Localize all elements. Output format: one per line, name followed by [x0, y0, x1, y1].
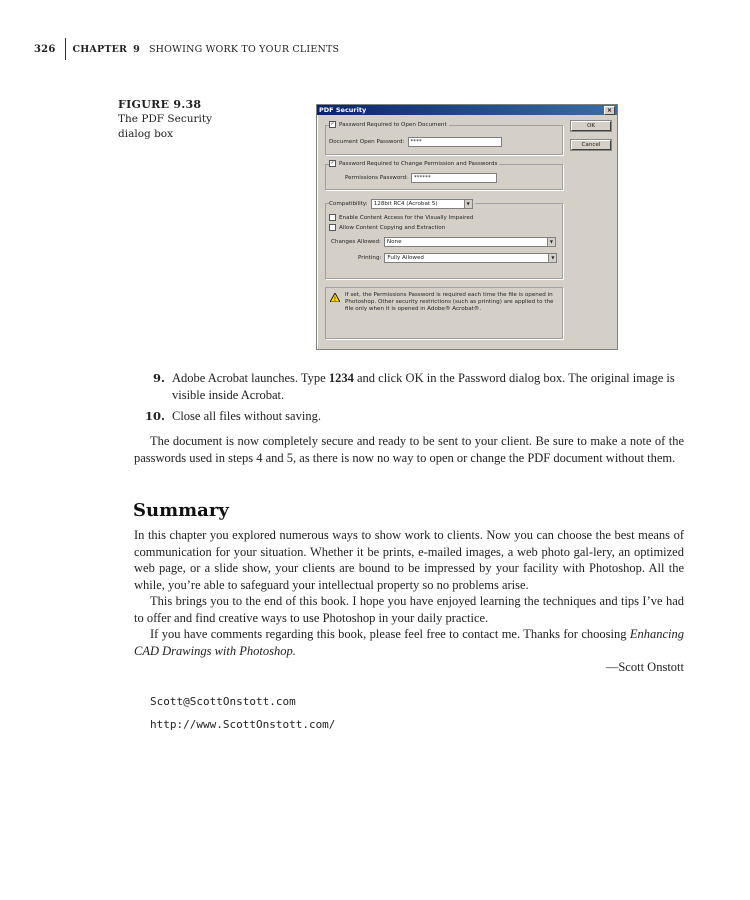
running-header [34, 38, 339, 60]
contact-info [150, 692, 335, 738]
open-password-input[interactable]: **** [408, 137, 502, 147]
compatibility-row [329, 199, 475, 209]
permissions-field-row [345, 173, 497, 183]
step-text: Adobe Acrobat launches. Type [172, 371, 329, 385]
enable-access-label: Enable Content Access for the Visually Impaired [339, 214, 474, 221]
close-button[interactable]: × [604, 106, 615, 115]
chevron-down-icon: ▼ [548, 254, 556, 262]
chevron-down-icon: ▼ [464, 200, 472, 208]
changes-select[interactable] [384, 237, 556, 247]
signature: —Scott Onstott [605, 660, 684, 674]
compatibility-label: Compatibility: [329, 201, 368, 207]
step-number: 10. [144, 409, 165, 423]
dialog-title: PDF Security [319, 106, 367, 114]
permissions-row [329, 160, 499, 167]
list-item [134, 408, 684, 425]
dialog-titlebar [317, 105, 617, 115]
printing-label: Printing: [358, 255, 382, 261]
chevron-down-icon: ▼ [547, 238, 555, 246]
email-address: Scott@ScottOnstott.com [150, 695, 296, 708]
paragraph-text: If you have comments regarding this book, please feel free to contact me. Thanks for choosing [150, 627, 627, 641]
pdf-security-dialog [316, 104, 618, 350]
permissions-label: Permissions Password: [345, 175, 408, 181]
step-bold-text: 1234 [328, 371, 354, 385]
svg-text:!: ! [333, 296, 337, 302]
allow-copying-row [329, 224, 445, 231]
summary-body [134, 527, 684, 676]
figure-caption-text: The PDF Security dialog box [118, 113, 213, 140]
open-password-row [329, 121, 449, 128]
printing-value: Fully Allowed [387, 255, 424, 261]
enable-access-row [329, 214, 473, 221]
permissions-input[interactable]: ****** [411, 173, 497, 183]
paragraph [134, 626, 684, 659]
allow-copying-checkbox[interactable] [329, 224, 336, 231]
chapter-number: 9 [133, 43, 140, 55]
changes-label: Changes Allowed: [331, 239, 381, 245]
changes-row [331, 237, 556, 247]
header-divider [65, 38, 66, 60]
step-text: Close all files without saving. [172, 409, 321, 423]
figure-caption [118, 97, 238, 142]
list-item [134, 370, 684, 404]
chapter-label: CHAPTER [72, 43, 128, 55]
page-number: 326 [34, 43, 56, 55]
paragraph: The document is now completely secure and ready to be sent to your client. Be sure to make a note of the passwords used in steps 4 and 5, as there is now no way to open or change the PDF document without them. [134, 434, 684, 465]
paragraph: In this chapter you explored numerous ways to show work to clients. Now you can choose the best means of communication for your situation. Whether it be prints, e-mailed images, a web photo gal-lery, an optimized web page, or a slide show, your clients are bound to be impressed by your facility with Photoshop. All the while, you’re able to safeguard your intellectual property so no problems arise. [134, 528, 684, 592]
website-url: http://www.ScottOnstott.com/ [150, 718, 336, 731]
compatibility-value: 128bit RC4 (Acrobat 5) [373, 201, 438, 207]
ok-button[interactable]: OK [571, 121, 611, 131]
open-password-field-row [329, 137, 502, 147]
printing-select[interactable] [384, 253, 557, 263]
cancel-button[interactable]: Cancel [571, 140, 611, 150]
warning-icon [330, 293, 340, 304]
permissions-checkbox[interactable]: ✓ [330, 160, 335, 166]
step-text: and click OK in the Password dialog box. The original image is visible inside Acrobat. [172, 371, 675, 402]
enable-access-checkbox[interactable] [329, 214, 336, 221]
compatibility-select[interactable] [371, 199, 473, 209]
steps-list [134, 370, 684, 429]
chapter-title: SHOWING WORK TO YOUR CLIENTS [148, 43, 340, 55]
step-number: 9. [152, 371, 165, 385]
open-password-label: Document Open Password: [329, 139, 405, 145]
permissions-checkbox-label: Password Required to Change Permission and Passwords [339, 160, 498, 167]
open-password-checkbox-label: Password Required to Open Document [339, 121, 447, 128]
paragraph: This brings you to the end of this book. I hope you have enjoyed learning the techniques and tips I’ve had to offer and find creative ways to use Photoshop in your daily practice. [134, 594, 684, 625]
book-title: Enhancing CAD Drawings with Photoshop. [134, 627, 685, 658]
figure-label: FIGURE 9.38 [118, 98, 202, 111]
open-password-checkbox[interactable]: ✓ [330, 121, 335, 127]
warning-text: If set, the Permissions Password is required each time the file is opened in Photoshop. Other security restrictions (such as printing) are applied to the file only when it is opened in Adobe® Acrobat®. [345, 292, 554, 312]
summary-heading: Summary [133, 500, 229, 521]
printing-row [358, 253, 557, 263]
changes-value: None [386, 239, 402, 245]
allow-copying-label: Allow Content Copying and Extraction [339, 224, 446, 231]
